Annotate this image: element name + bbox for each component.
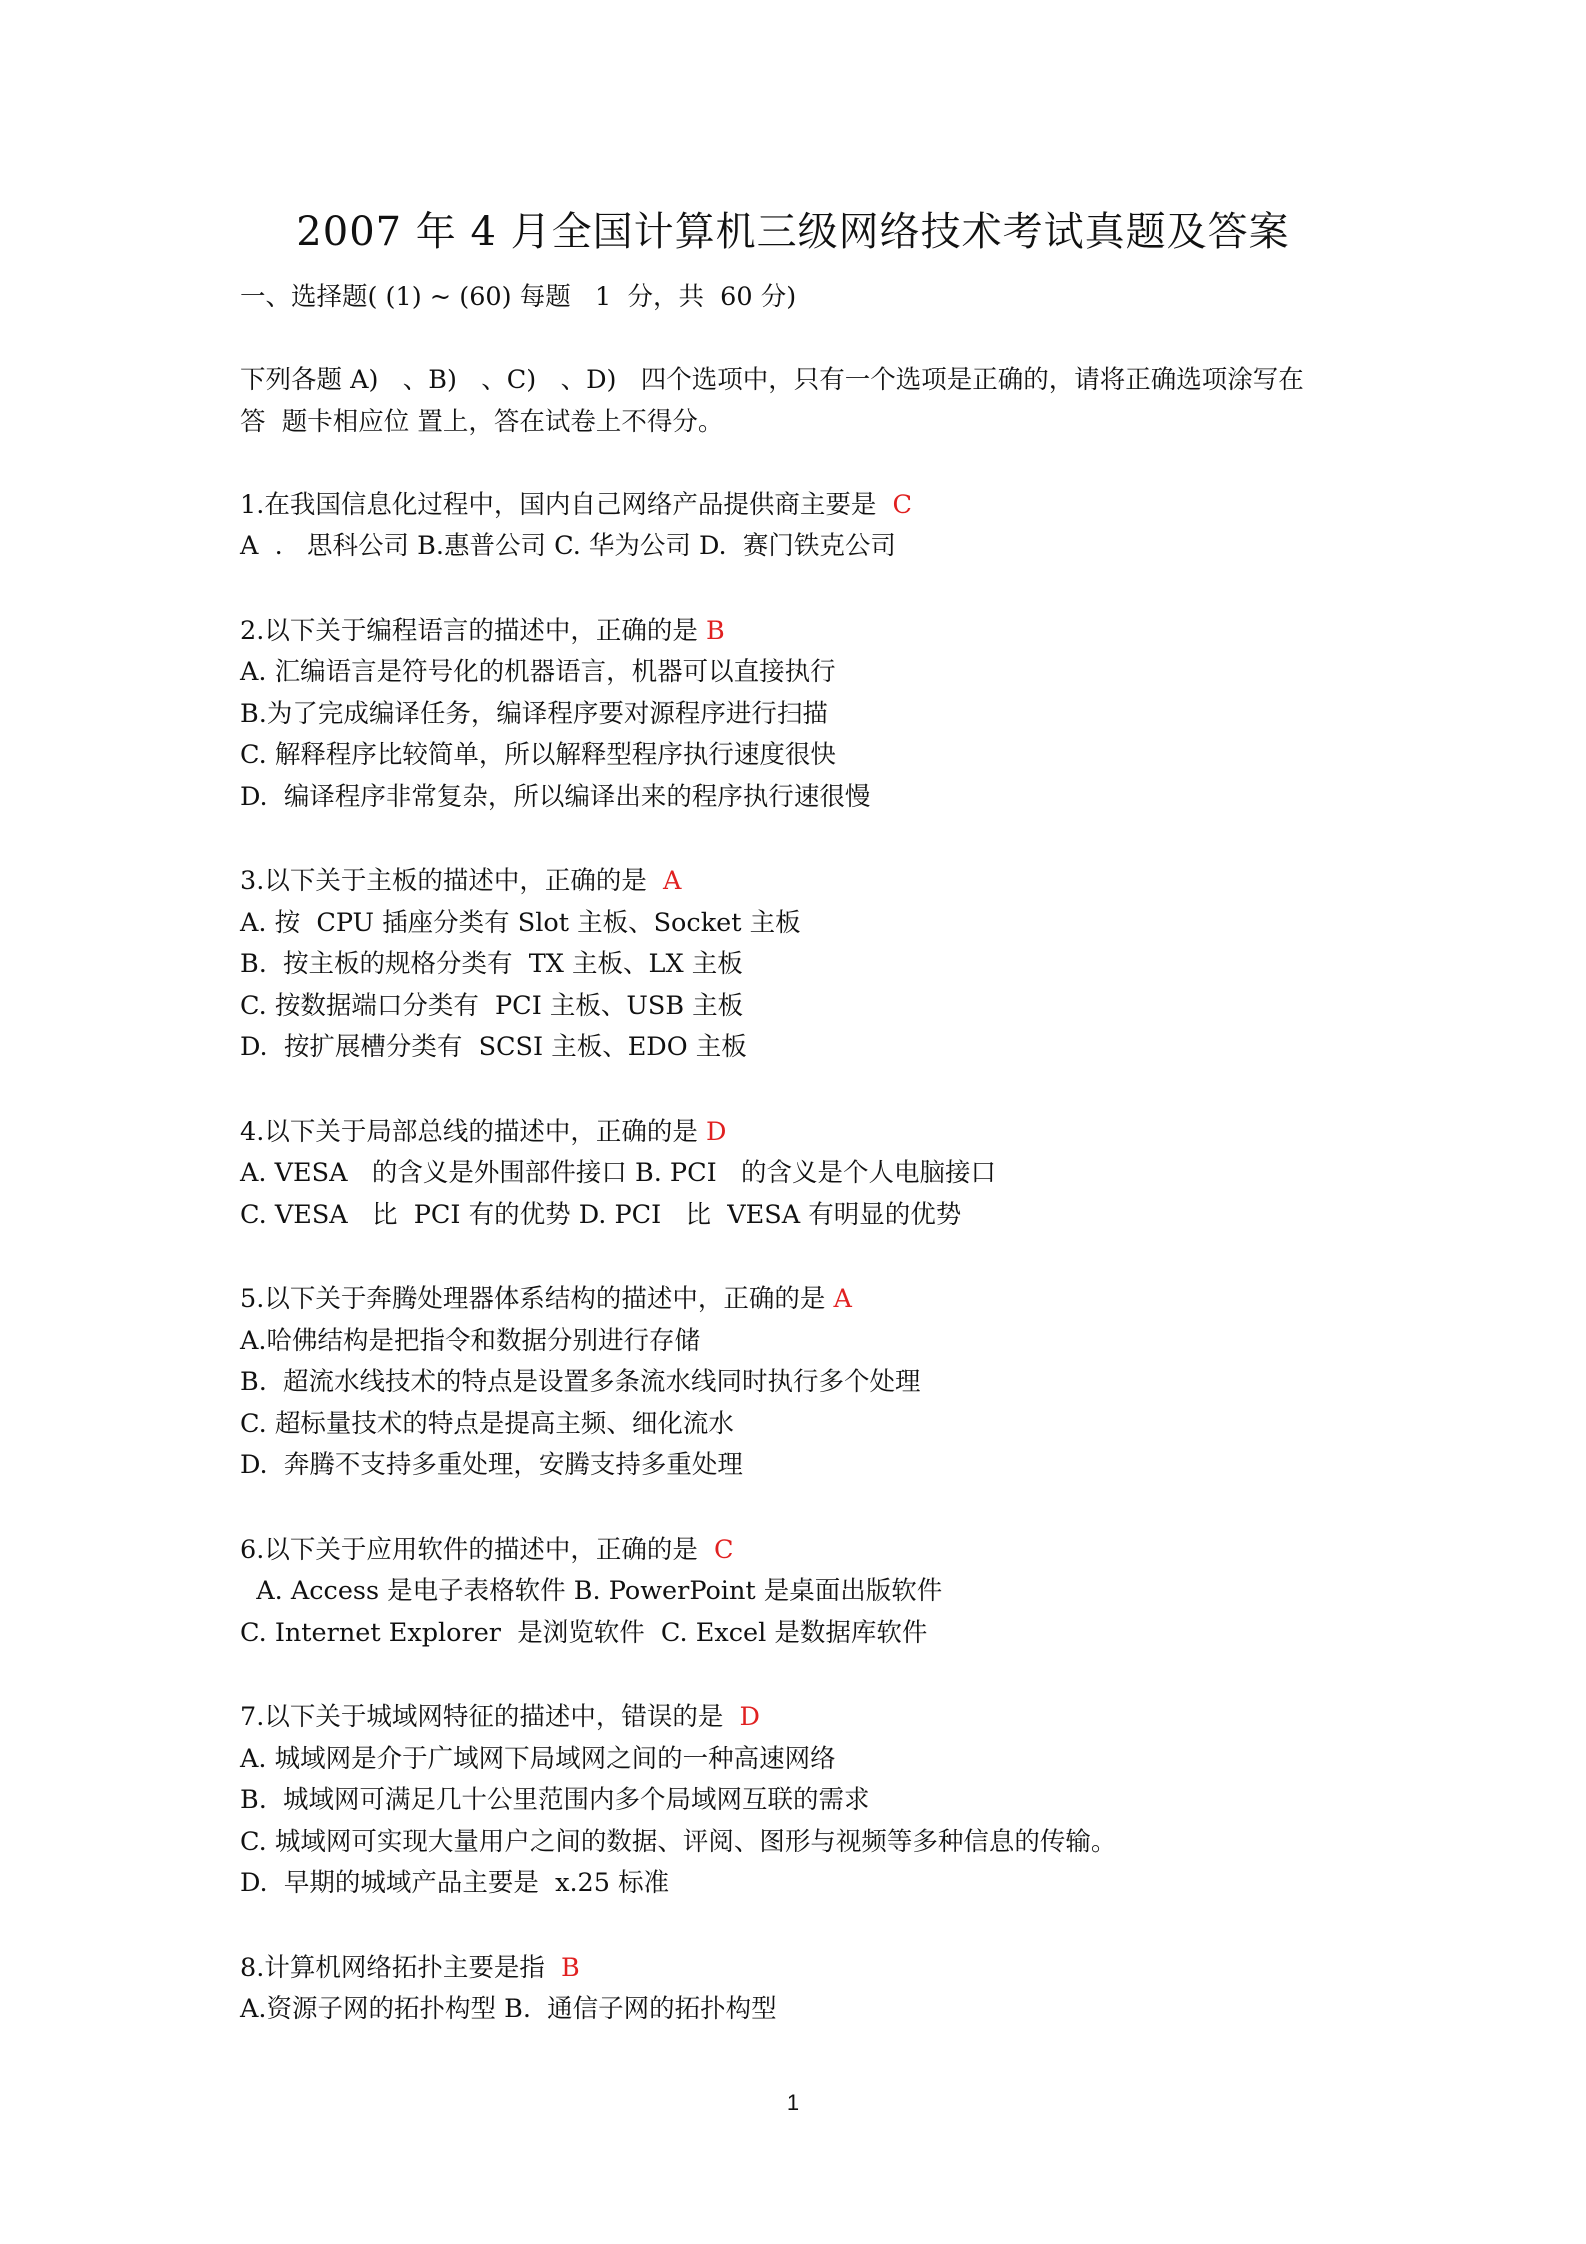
- option-line: C. Internet Explorer 是浏览软件 C. Excel 是数据库软件: [240, 1617, 928, 1648]
- question-stem: [240, 861, 1360, 903]
- question-stem: [240, 1948, 1360, 1990]
- question-item: [240, 1530, 1360, 1698]
- question-stem: [240, 1697, 1360, 1739]
- question-stem: [240, 485, 1360, 527]
- question-text: 5.以下关于奔腾处理器体系结构的描述中，正确的是: [240, 1284, 834, 1314]
- option-line: D. 编译程序非常复杂，所以编译出来的程序执行速很慢: [240, 781, 871, 812]
- question-stem: [240, 611, 1360, 653]
- option-line: A. VESA 的含义是外围部件接口 B. PCI 的含义是个人电脑接口: [240, 1158, 996, 1188]
- option-line: A. 城域网是介于广域网下局域网之间的一种高速网络: [240, 1743, 836, 1774]
- option-line: D. 早期的城域产品主要是 x.25 标准: [240, 1868, 670, 1898]
- instructions: [240, 360, 1360, 443]
- option-line: C. 城域网可实现大量用户之间的数据、评阅、图形与视频等多种信息的传输。: [240, 1826, 1117, 1857]
- option-line: A.哈佛结构是把指令和数据分别进行存储: [240, 1325, 701, 1356]
- instruction-line: 下列各题 A) 、B) 、C) 、D) 四个选项中，只有一个选项是正确的，请将正确选项涂写在: [240, 365, 1304, 395]
- option-line: D. 按扩展槽分类有 SCSI 主板、EDO 主板: [240, 1032, 747, 1062]
- question-stem: [240, 1279, 1360, 1321]
- answer-key: A: [833, 1284, 852, 1314]
- question-text: 4.以下关于局部总线的描述中，正确的是: [240, 1116, 706, 1147]
- question-item: [240, 1948, 1360, 2031]
- instruction-line: 答 题卡相应位 置上，答在试卷上不得分。: [240, 406, 724, 437]
- question-text: 7.以下关于城域网特征的描述中，错误的是: [240, 1702, 740, 1732]
- page-title: 2007 年 4 月全国计算机三级网络技术考试真题及答案: [296, 209, 1290, 255]
- option-line: B.为了完成编译任务，编译程序要对源程序进行扫描: [240, 698, 828, 729]
- option-line: D. 奔腾不支持多重处理，安腾支持多重处理: [240, 1450, 743, 1480]
- answer-key: B: [561, 1952, 580, 1983]
- question-item: [240, 1279, 1360, 1530]
- document-body: [240, 277, 1360, 2031]
- question-list: [240, 485, 1360, 2031]
- question-item: [240, 485, 1360, 611]
- answer-key: B: [705, 615, 725, 646]
- question-text: 3.以下关于主板的描述中，正确的是: [240, 866, 664, 896]
- question-stem: [240, 1112, 1360, 1154]
- option-line: B. 超流水线技术的特点是设置多条流水线同时执行多个处理: [240, 1367, 921, 1397]
- question-text: 8.计算机网络拓扑主要是指: [240, 1952, 562, 1983]
- option-line: B. 按主板的规格分类有 TX 主板、LX 主板: [240, 949, 743, 979]
- answer-key: C: [892, 489, 913, 520]
- question-text: 6.以下关于应用软件的描述中，正确的是: [240, 1534, 715, 1565]
- option-line: C. 按数据端口分类有 PCI 主板、USB 主板: [240, 990, 744, 1021]
- option-line: B. 城域网可满足几十公里范围内多个局域网互联的需求: [240, 1785, 870, 1815]
- option-line: A. Access 是电子表格软件 B. PowerPoint 是桌面出版软件: [240, 1576, 943, 1606]
- answer-key: D: [739, 1702, 760, 1732]
- question-text: 2.以下关于编程语言的描述中，正确的是: [240, 615, 706, 646]
- option-line: A. 汇编语言是符号化的机器语言，机器可以直接执行: [240, 657, 836, 687]
- option-line: A. 按 CPU 插座分类有 Slot 主板、Socket 主板: [240, 907, 801, 938]
- option-line: A . 思科公司 B.惠普公司 C. 华为公司 D. 赛门铁克公司: [240, 531, 896, 561]
- option-line: C. VESA 比 PCI 有的优势 D. PCI 比 VESA 有明显的优势: [240, 1199, 962, 1230]
- option-line: C. 解释程序比较简单，所以解释型程序执行速度很快: [240, 740, 836, 770]
- option-line: C. 超标量技术的特点是提高主频、细化流水: [240, 1408, 734, 1439]
- question-stem: [240, 1530, 1360, 1572]
- question-item: [240, 611, 1360, 862]
- answer-key: C: [714, 1534, 734, 1565]
- section-header: 一、选择题( (1) ~ (60) 每题 1 分，共 60 分): [240, 282, 797, 312]
- option-line: A.资源子网的拓扑构型 B. 通信子网的拓扑构型: [240, 1994, 777, 2024]
- question-text: 1.在我国信息化过程中，国内自己网络产品提供商主要是: [240, 489, 893, 520]
- answer-key: A: [663, 866, 682, 896]
- question-item: [240, 1112, 1360, 1280]
- question-item: [240, 1697, 1360, 1948]
- page-number: 1: [786, 2090, 800, 2115]
- answer-key: D: [705, 1116, 727, 1147]
- question-item: [240, 861, 1360, 1112]
